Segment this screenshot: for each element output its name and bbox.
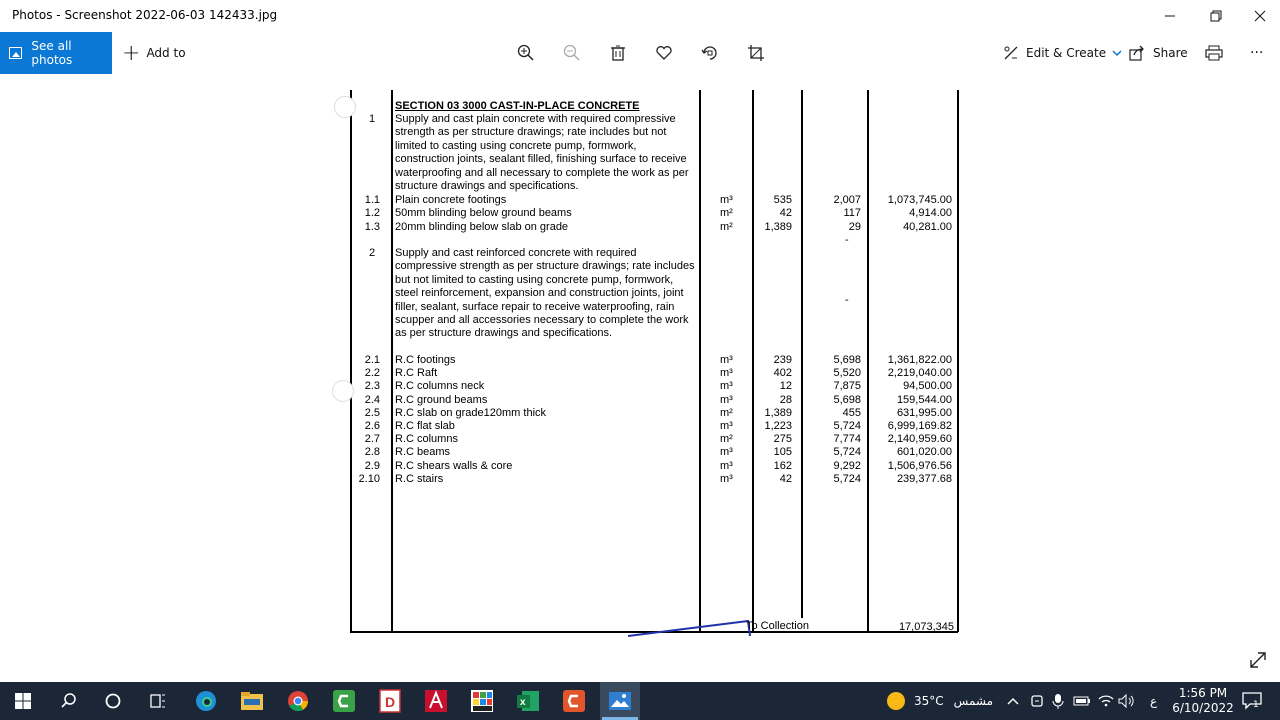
row-quantity: 12 xyxy=(779,380,792,393)
description-line: scupper and all accessories necessary to complete the work xyxy=(395,314,689,326)
chrome-icon xyxy=(286,689,310,713)
row-unit: m³ xyxy=(720,380,733,393)
row-description: R.C flat slab xyxy=(395,420,455,432)
sun-icon xyxy=(886,691,906,711)
tray-icon-onedrive[interactable] xyxy=(1030,682,1044,720)
row-description: R.C slab on grade120mm thick xyxy=(395,406,547,419)
collection-total: 17,073,345 xyxy=(898,621,954,633)
row-number: 1.1 xyxy=(364,194,380,206)
cloud-icon xyxy=(1030,694,1044,708)
window-title: Photos - Screenshot 2022-06-03 142433.jpg xyxy=(12,8,278,22)
row-amount: 1,361,822.00 xyxy=(887,354,952,366)
row-unit: m³ xyxy=(720,420,733,432)
row-description: 50mm blinding below ground beams xyxy=(395,207,572,220)
zoom-out-icon xyxy=(563,44,581,62)
row-description: R.C ground beams xyxy=(395,393,488,406)
row-number: 1.3 xyxy=(364,220,380,233)
row-number: 2.9 xyxy=(364,459,380,472)
taskbar-app-file-explorer[interactable] xyxy=(237,686,267,716)
item-number: 2 xyxy=(369,247,376,259)
restore-icon xyxy=(1210,10,1222,22)
show-hidden-icons-button[interactable] xyxy=(1007,682,1019,720)
folder-icon xyxy=(240,690,264,712)
row-rate: 455 xyxy=(842,406,861,419)
clock-date: 6/10/2022 xyxy=(1172,701,1234,715)
autocad-icon xyxy=(424,689,448,713)
row-rate: 117 xyxy=(843,207,861,220)
add-to-label: Add to xyxy=(146,46,186,60)
action-center-button[interactable] xyxy=(1242,682,1262,720)
restore-button[interactable] xyxy=(1194,0,1238,32)
description-line: filler, sealant, surface repair to receive waterproofing, rain xyxy=(395,300,675,313)
row-unit: m² xyxy=(720,433,733,446)
row-rate: 5,724 xyxy=(833,472,861,485)
share-icon xyxy=(1128,44,1146,62)
zoom-out-button[interactable] xyxy=(560,41,584,65)
row-unit: m³ xyxy=(720,446,733,459)
row-rate: 29 xyxy=(848,220,861,233)
tray-icon-wifi[interactable] xyxy=(1098,682,1114,720)
table-column-divider xyxy=(699,90,701,632)
description-line: Supply and cast reinforced concrete with required xyxy=(395,247,637,259)
row-rate: 7,774 xyxy=(833,433,861,446)
row-description: R.C columns xyxy=(395,433,458,446)
row-quantity: 162 xyxy=(773,459,792,472)
crop-icon xyxy=(747,44,765,62)
row-quantity: 42 xyxy=(779,472,792,485)
document-image xyxy=(0,74,1280,682)
row-unit: m³ xyxy=(720,472,733,485)
row-quantity: 1,389 xyxy=(764,406,792,419)
plus-icon: + xyxy=(122,40,141,66)
title-bar xyxy=(0,0,1280,32)
row-unit: m³ xyxy=(720,393,733,406)
row-description: 20mm blinding below slab on grade xyxy=(395,220,569,233)
photos-app-icon xyxy=(608,690,632,712)
weather-widget[interactable] xyxy=(886,682,993,720)
hole-punch-mark xyxy=(332,380,354,402)
row-number: 2.6 xyxy=(364,420,380,432)
row-amount: 631,995.00 xyxy=(896,406,952,419)
tray-icon-microphone[interactable] xyxy=(1052,682,1064,720)
favorite-button[interactable] xyxy=(652,41,676,65)
printer-icon xyxy=(1205,44,1223,62)
chevron-up-icon xyxy=(1007,696,1019,706)
cortana-icon xyxy=(104,692,122,710)
taskbar xyxy=(0,682,1280,720)
row-description: R.C beams xyxy=(395,446,451,459)
share-button[interactable] xyxy=(1128,32,1188,74)
row-quantity: 105 xyxy=(773,446,792,459)
taskbar-app-autocad[interactable] xyxy=(421,686,451,716)
wifi-icon xyxy=(1098,694,1114,708)
share-label: Share xyxy=(1153,46,1188,60)
edit-create-icon xyxy=(1002,44,1020,62)
notification-count: 1 xyxy=(1253,700,1259,710)
rotate-icon xyxy=(701,44,719,62)
delete-button[interactable] xyxy=(606,41,630,65)
taskbar-app-document[interactable] xyxy=(375,686,405,716)
hole-punch-mark xyxy=(334,96,356,118)
row-unit: m² xyxy=(720,220,733,233)
row-unit: m² xyxy=(720,207,733,220)
row-quantity: 535 xyxy=(773,194,792,206)
row-unit: m² xyxy=(720,406,733,419)
table-column-divider xyxy=(801,90,803,618)
svg-text:x: x xyxy=(520,697,526,708)
taskbar-app-camtasia[interactable] xyxy=(329,686,359,716)
row-amount: 2,140,959.60 xyxy=(887,433,952,446)
section-title: SECTION 03 3000 CAST-IN-PLACE CONCRETE xyxy=(395,100,640,112)
row-rate: 5,698 xyxy=(833,393,861,406)
volume-icon xyxy=(1118,694,1136,708)
edit-create-button[interactable] xyxy=(1002,32,1122,74)
excel-icon xyxy=(516,689,540,713)
battery-icon xyxy=(1073,695,1091,707)
taskbar-app-camtasia-recorder[interactable] xyxy=(559,686,589,716)
task-view-icon xyxy=(149,692,167,710)
description-line: Supply and cast plain concrete with required compressive xyxy=(395,113,676,125)
row-quantity: 275 xyxy=(773,433,792,446)
row-amount: 239,377.68 xyxy=(896,472,952,485)
taskbar-app-edge[interactable] xyxy=(191,686,221,716)
row-number: 2.4 xyxy=(364,393,380,406)
row-rate: 2,007 xyxy=(833,194,861,206)
camtasia-icon xyxy=(332,689,356,713)
row-unit: m³ xyxy=(720,459,733,472)
photo-viewer xyxy=(0,74,1280,682)
start-button[interactable] xyxy=(8,686,38,716)
description-line: strength as per structure drawings; rate includes but not xyxy=(395,126,667,139)
edit-create-label: Edit & Create xyxy=(1026,46,1107,60)
row-number: 2.3 xyxy=(364,380,380,393)
search-icon xyxy=(60,692,78,710)
row-number: 2.8 xyxy=(364,446,380,459)
add-to-button[interactable] xyxy=(122,32,186,74)
notification-icon xyxy=(1242,692,1262,710)
table-column-divider xyxy=(867,90,869,632)
input-language-button[interactable] xyxy=(1150,682,1157,720)
row-quantity: 28 xyxy=(779,393,792,406)
table-column-divider xyxy=(752,90,754,632)
row-rate: 5,698 xyxy=(833,354,861,366)
microphone-icon xyxy=(1052,693,1064,709)
row-description: R.C stairs xyxy=(395,472,444,485)
taskbar-app-photos[interactable] xyxy=(600,682,640,720)
see-all-label: See all photos xyxy=(31,39,73,67)
windows-logo-icon xyxy=(14,692,32,710)
row-rate: 5,520 xyxy=(833,367,861,380)
row-amount: 159,544.00 xyxy=(896,393,952,406)
row-unit: m³ xyxy=(720,354,733,366)
heart-icon xyxy=(655,44,673,62)
row-description: R.C columns neck xyxy=(395,380,485,393)
row-unit: m³ xyxy=(720,367,733,380)
clock-time: 1:56 PM xyxy=(1178,686,1228,700)
pen-stroke-mark xyxy=(620,614,760,639)
minimize-button[interactable] xyxy=(1148,0,1192,32)
row-number: 2.10 xyxy=(358,472,380,485)
row-number: 1.2 xyxy=(364,207,380,220)
zoom-in-button[interactable] xyxy=(514,41,538,65)
chevron-down-icon xyxy=(1112,48,1122,58)
expand-icon xyxy=(1248,650,1268,670)
description-line: waterproofing and all necessary to complete the work as per xyxy=(395,166,689,179)
dash-mark: - xyxy=(845,294,849,306)
row-description: R.C Raft xyxy=(395,367,438,380)
tray-icon-battery[interactable] xyxy=(1073,682,1091,720)
row-description: Plain concrete footings xyxy=(395,194,507,206)
document-app-icon xyxy=(378,689,402,713)
more-label: ··· xyxy=(1250,45,1264,61)
row-amount: 2,219,040.00 xyxy=(887,367,952,380)
edge-icon xyxy=(194,689,218,713)
row-amount: 1,506,976.56 xyxy=(887,459,952,472)
search-button[interactable] xyxy=(54,686,84,716)
description-line: but not limited to casting using concrete pump, formwork, xyxy=(395,273,674,286)
zoom-in-icon xyxy=(517,44,535,62)
trash-icon xyxy=(609,44,627,62)
print-button[interactable] xyxy=(1202,41,1226,65)
dash-mark: - xyxy=(845,234,849,246)
input-language: ع xyxy=(1150,694,1158,708)
weather-text: مشمس xyxy=(953,694,994,708)
description-line: construction joints, sealant filled, finishing surface to receive xyxy=(395,153,687,166)
clock[interactable] xyxy=(1170,682,1236,720)
row-rate: 5,724 xyxy=(833,420,861,432)
svg-text:D: D xyxy=(385,694,396,710)
task-view-button[interactable] xyxy=(143,686,173,716)
row-number: 2.2 xyxy=(364,367,380,380)
row-quantity: 42 xyxy=(779,207,792,220)
row-description: R.C shears walls & core xyxy=(395,459,513,472)
row-rate: 5,724 xyxy=(833,446,861,459)
collection-label: To Collection xyxy=(746,620,809,632)
row-rate: 7,875 xyxy=(833,380,861,393)
description-line: steel reinforcement, expansion and construction joints, joint xyxy=(395,287,684,300)
row-quantity: 1,389 xyxy=(764,220,792,233)
temperature: 35°C xyxy=(914,694,944,708)
minimize-icon xyxy=(1164,10,1176,22)
crop-button[interactable] xyxy=(744,41,768,65)
description-line: limited to casting using concrete pump, formwork, xyxy=(395,139,637,152)
row-amount: 6,999,169.82 xyxy=(887,420,952,432)
more-button[interactable] xyxy=(1250,32,1263,74)
row-amount: 4,914.00 xyxy=(909,207,952,220)
grid-app-icon xyxy=(470,689,494,713)
description-line: structure drawings and specifications. xyxy=(395,180,579,192)
row-rate: 9,292 xyxy=(833,459,861,472)
taskbar-app-excel[interactable] xyxy=(513,686,543,716)
toolbar xyxy=(0,32,1280,74)
row-amount: 601,020.00 xyxy=(896,446,952,459)
description-line: as per structure drawings and specifications. xyxy=(395,327,613,340)
cortana-button[interactable] xyxy=(98,686,128,716)
row-amount: 40,281.00 xyxy=(903,220,952,233)
fullscreen-button[interactable] xyxy=(1248,650,1268,675)
row-amount: 1,073,745.00 xyxy=(887,194,952,206)
recorder-icon xyxy=(562,689,586,713)
taskbar-app-chrome[interactable] xyxy=(283,686,313,716)
row-amount: 94,500.00 xyxy=(903,380,952,393)
taskbar-app-grid[interactable] xyxy=(467,686,497,716)
row-quantity: 1,223 xyxy=(764,420,792,432)
row-quantity: 402 xyxy=(773,367,792,380)
close-button[interactable] xyxy=(1238,0,1280,32)
description-line: compressive strength as per structure drawings; rate includes xyxy=(395,260,695,273)
see-all-photos-button[interactable] xyxy=(0,32,112,74)
row-description: R.C footings xyxy=(395,354,456,366)
table-column-divider xyxy=(391,90,393,632)
photos-icon xyxy=(9,47,22,59)
row-number: 2.1 xyxy=(364,354,380,366)
item-number: 1 xyxy=(369,113,376,125)
row-unit: m³ xyxy=(720,194,733,206)
rotate-button[interactable] xyxy=(698,41,722,65)
tray-icon-volume[interactable] xyxy=(1118,682,1136,720)
row-quantity: 239 xyxy=(773,354,792,366)
row-number: 2.7 xyxy=(364,433,380,446)
table-border-right xyxy=(957,90,959,632)
close-icon xyxy=(1254,10,1266,22)
row-number: 2.5 xyxy=(364,406,380,419)
